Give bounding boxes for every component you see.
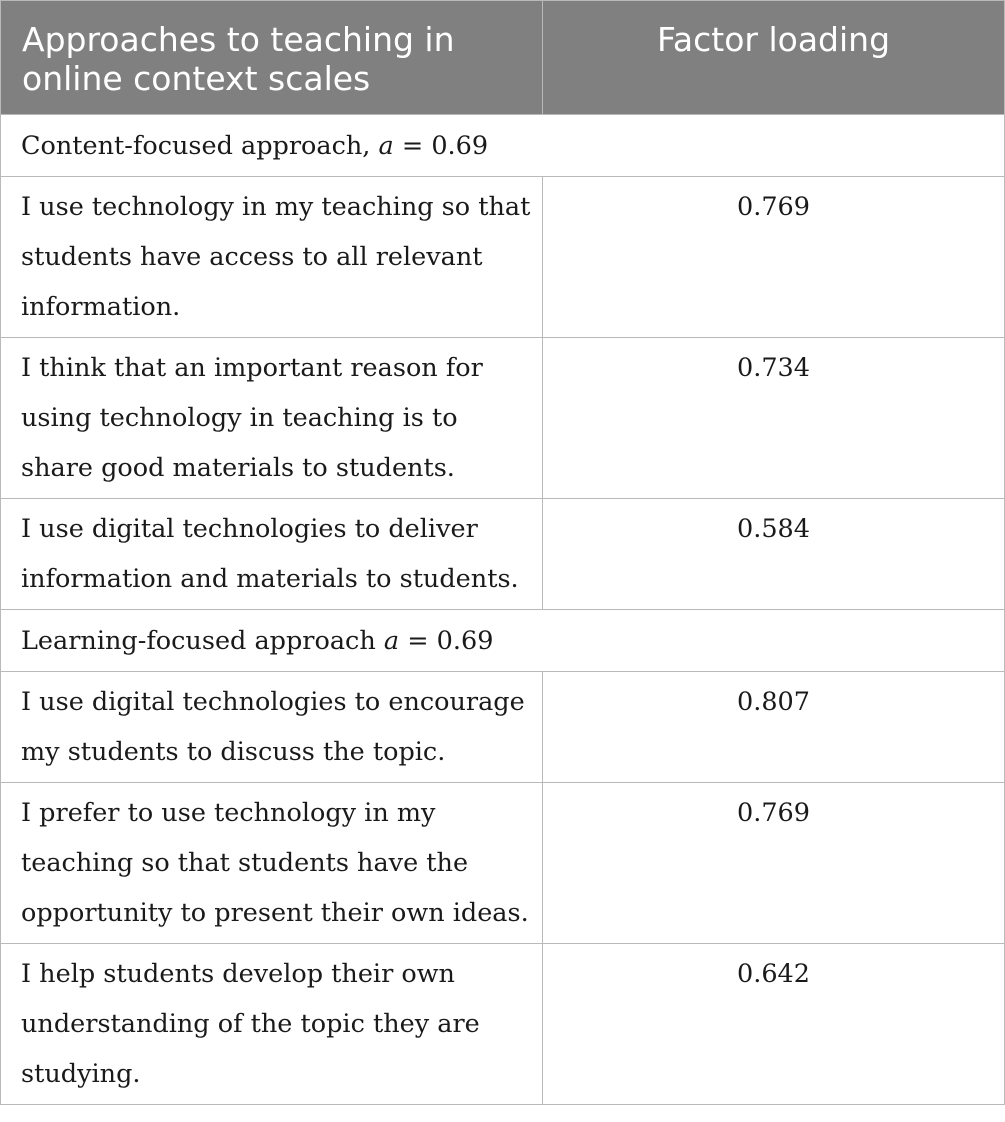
table-row bbox=[1, 338, 1005, 499]
section-row-learning-focused bbox=[1, 610, 1005, 672]
item-loading: 0.642 bbox=[543, 944, 1005, 1105]
header-factor-loading: Factor loading bbox=[543, 1, 1005, 115]
table-row bbox=[1, 944, 1005, 1105]
table-row bbox=[1, 672, 1005, 783]
item-text: I prefer to use technology in my teaching so that students have the opportunity to present their own ideas. bbox=[1, 783, 543, 944]
item-text: I use digital technologies to deliver information and materials to students. bbox=[1, 499, 543, 610]
table-header-row bbox=[1, 1, 1005, 115]
alpha-symbol: a bbox=[383, 626, 400, 656]
alpha-symbol: a bbox=[378, 131, 394, 161]
item-loading: 0.769 bbox=[543, 177, 1005, 338]
item-loading: 0.584 bbox=[543, 499, 1005, 610]
table-row bbox=[1, 499, 1005, 610]
item-loading: 0.734 bbox=[543, 338, 1005, 499]
section-label: Learning-focused approach a = 0.69 bbox=[1, 610, 1005, 672]
item-text: I use digital technologies to encourage my students to discuss the topic. bbox=[1, 672, 543, 783]
alpha-value: = 0.69 bbox=[407, 626, 494, 656]
alpha-value: = 0.69 bbox=[401, 131, 489, 161]
table-row bbox=[1, 783, 1005, 944]
item-text: I think that an important reason for using technology in teaching is to share good materials to students. bbox=[1, 338, 543, 499]
item-text: I help students develop their own understanding of the topic they are studying. bbox=[1, 944, 543, 1105]
item-loading: 0.807 bbox=[543, 672, 1005, 783]
item-text: I use technology in my teaching so that students have access to all relevant information. bbox=[1, 177, 543, 338]
section-row-content-focused bbox=[1, 115, 1005, 177]
section-label: Content-focused approach, a = 0.69 bbox=[1, 115, 1005, 177]
item-loading: 0.769 bbox=[543, 783, 1005, 944]
header-scales: Approaches to teaching in online context scales bbox=[1, 1, 543, 115]
table-row bbox=[1, 177, 1005, 338]
